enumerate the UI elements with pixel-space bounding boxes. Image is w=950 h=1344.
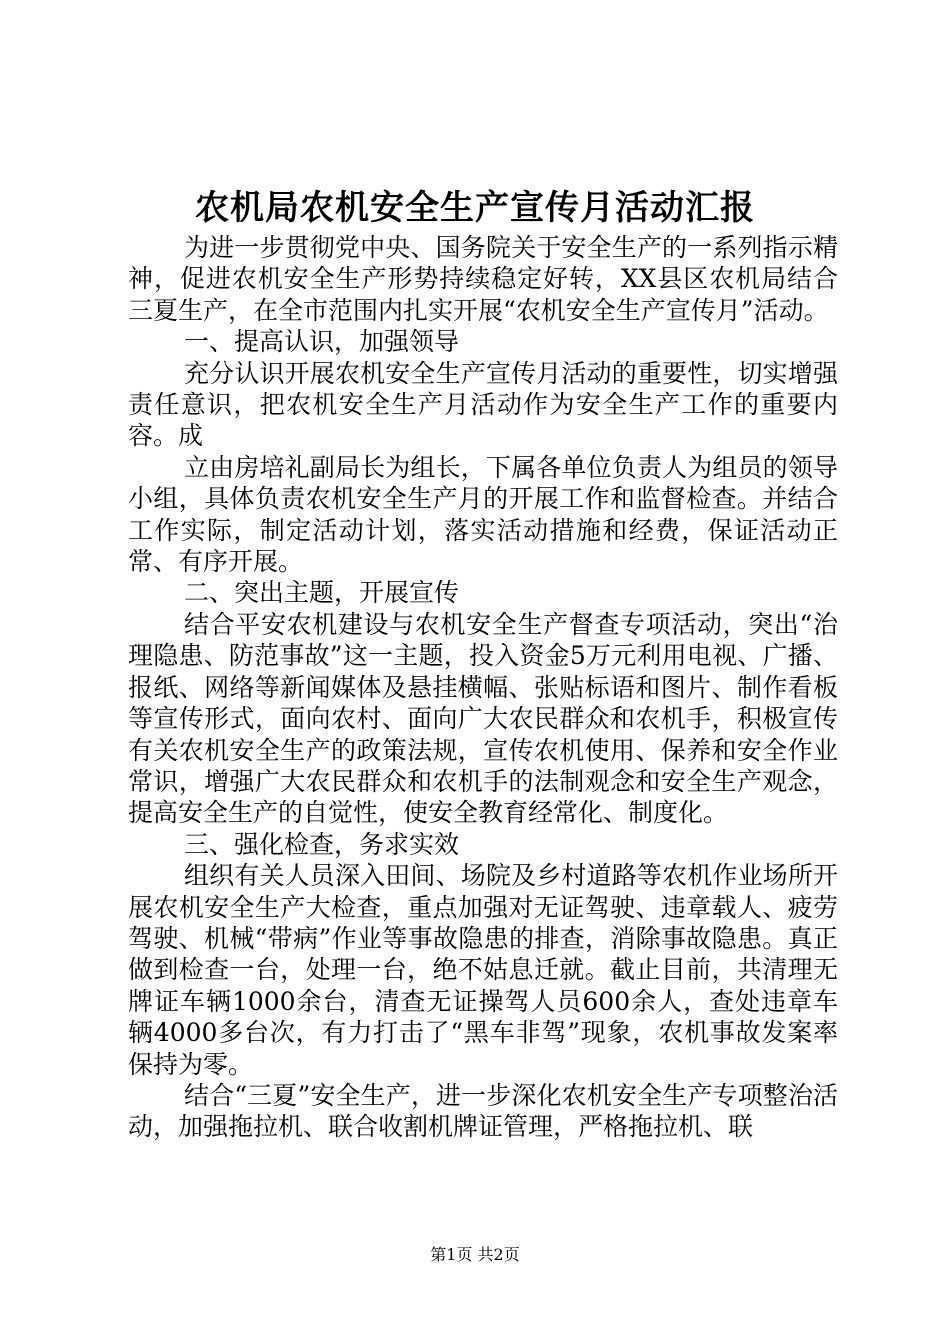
- section-2-paragraph-1: 结合平安农机建设与农机安全生产督查专项活动，突出“治理隐患、防范事故”这一主题，投入资金5万元利用电视、广播、报纸、网络等新闻媒体及悬挂横幅、张贴标语和图片、制作看板等宣传形式，面向农村、面向广大农民群众和农机手，积极宣传有关农机安全生产的政策法规，宣传农机使用、保养和安全作业常识，增强广大农民群众和农机手的法制观念和安全生产观念，提高安全生产的自觉性，使安全教育经常化、制度化。: [128, 609, 838, 828]
- document-body: [128, 232, 838, 1143]
- section-heading-1: 一、提高认识，加强领导: [184, 327, 460, 357]
- section-3-paragraph-2: 结合“三夏”安全生产，进一步深化农机安全生产专项整治活动，加强拖拉机、联合收割机牌证管理，严格拖拉机、联: [128, 1080, 838, 1142]
- section-1-paragraph-1: 充分认识开展农机安全生产宣传月活动的重要性，切实增强责任意识，把农机安全生产月活动作为安全生产工作的重要内容。成: [128, 358, 838, 451]
- intro-paragraph: 为进一步贯彻党中央、国务院关于安全生产的一系列指示精神，促进农机安全生产形势持续稳定好转，XX县区农机局结合三夏生产，在全市范围内扎实开展“农机安全生产宣传月”活动。: [128, 233, 838, 325]
- section-3-paragraph-1: 组织有关人员深入田间、场院及乡村道路等农机作业场所开展农机安全生产大检查，重点加强对无证驾驶、违章载人、疲劳驾驶、机械“带病”作业等事故隐患的排查，消除事故隐患。真正做到检查一台，处理一台，绝不姑息迁就。截止目前，共清理无牌证车辆1000余台，清查无证操驾人员600余人，查处违章车辆4000多台次，有力打击了“黑车非驾”现象，农机事故发案率保持为零。: [128, 861, 838, 1079]
- section-1-paragraph-2: 立由房培礼副局长为组长，下属各单位负责人为组员的领导小组，具体负责农机安全生产月的开展工作和监督检查。并结合工作实际，制定活动计划，落实活动措施和经费，保证活动正常、有序开展。: [128, 452, 838, 577]
- document-title: 农机局农机安全生产宣传月活动汇报: [195, 188, 755, 228]
- section-heading-3: 三、强化检查，务求实效: [184, 829, 460, 859]
- section-heading-2: 二、突出主题，开展宣传: [184, 578, 460, 608]
- page-number-footer: 第1页 共2页: [430, 1245, 520, 1264]
